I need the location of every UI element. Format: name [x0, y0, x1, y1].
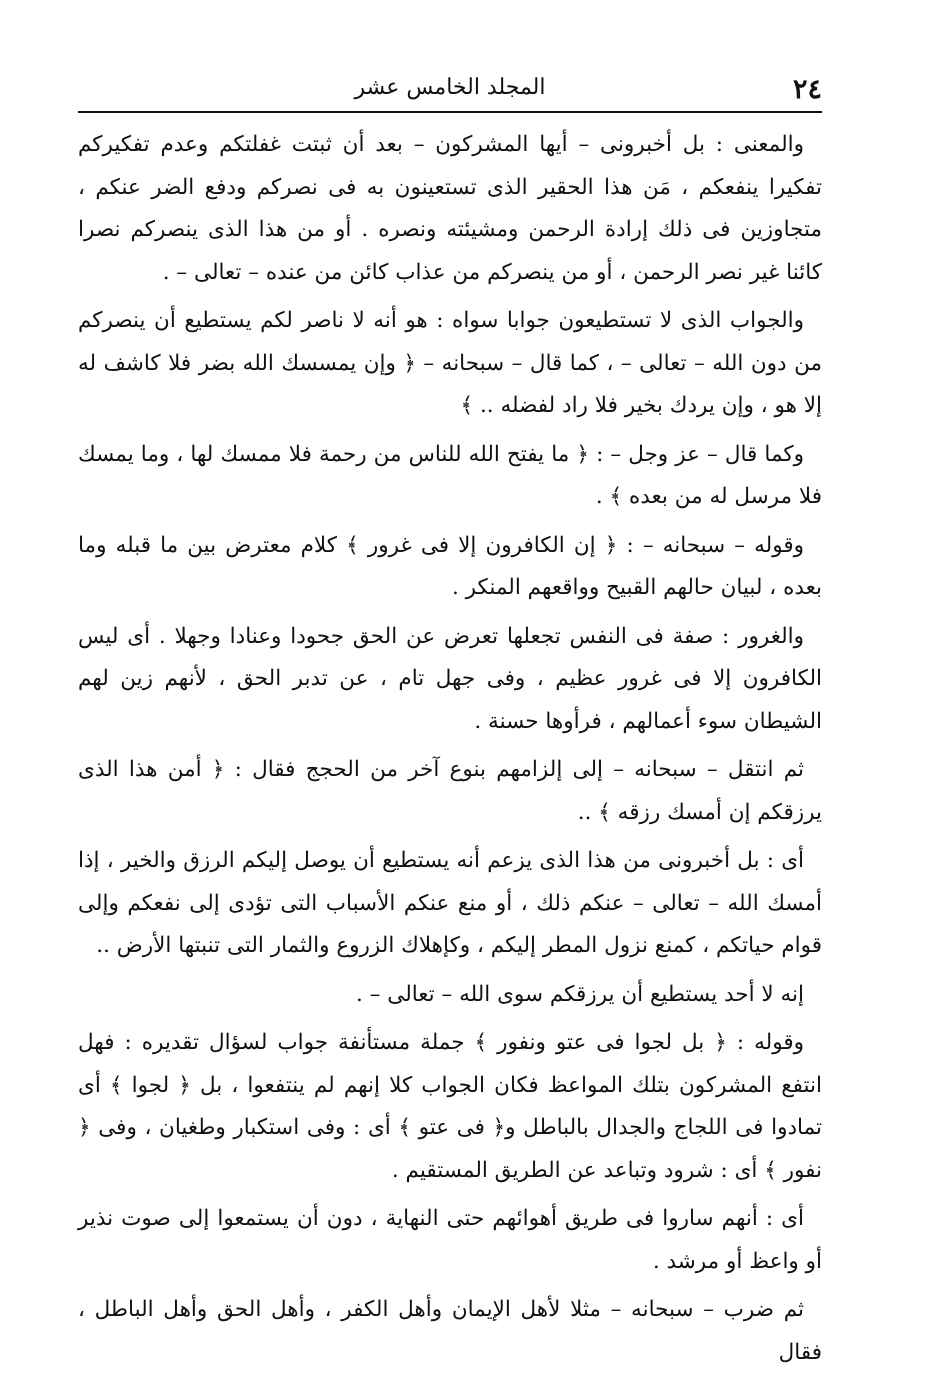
paragraph: ثم انتقل – سبحانه – إلى إلزامهم بنوع آخر من الحجج فقال : ﴿ أمن هذا الذى يرزقكم إن أمسك رزقه ﴾ ..	[78, 757, 822, 825]
running-title: المجلد الخامس عشر	[354, 75, 546, 100]
paragraph: أى : أنهم ساروا فى طريق أهوائهم حتى النهاية ، دون أن يستمعوا إلى صوت نذير أو واعظ أو مرشد .	[78, 1206, 822, 1274]
body-text	[78, 124, 822, 1380]
paragraph: وقوله – سبحانه – : ﴿ إن الكافرون إلا فى غرور ﴾ كلام معترض بين ما قبله وما بعده ، لبيان حالهم القبيح وواقعهم المنكر .	[78, 532, 822, 600]
paragraph: وقوله : ﴿ بل لجوا فى عتو ونفور ﴾ جملة مستأنفة جواب لسؤال تقديره : فهل انتفع المشركون بتلك المواعظ فكان الجواب كلا إنهم لم ينتفعوا ، بل ﴿ لجوا ﴾ أى تمادوا فى اللجاج والجدال بالباطل و﴿ فى عتو ﴾ أى : وفى استكبار وطغيان ، وفى ﴿ نفور ﴾ أى : شرود وتباعد عن الطريق المستقيم .	[78, 1030, 822, 1183]
paragraph: والغرور : صفة فى النفس تجعلها تعرض عن الحق جحودا وعنادا وجهلا . أى ليس الكافرون إلا فى غرور عظيم ، وفى جهل تام ، عن تدبر الحق ، لأنهم زين لهم الشيطان سوء أعمالهم ، فرأوها حسنة .	[78, 623, 822, 734]
paragraph: والمعنى : بل أخبرونى – أيها المشركون – بعد أن ثبتت غفلتكم وعدم تفكيركم تفكيرا ينفعكم ، مَن هذا الحقير الذى تستعينون به فى نصركم ودفع الضر عنكم ، متجاوزين فى ذلك إرادة الرحمن ومشيئته ونصره . أو من هذا الذى ينصركم نصرا كائنا غير نصر الرحمن ، أو من ينصركم من عذاب كائن من عنده – تعالى – .	[78, 132, 822, 285]
page-number: ٢٤	[792, 74, 822, 105]
paragraph: والجواب الذى لا تستطيعون جوابا سواه : هو أنه لا ناصر لكم يستطيع أن ينصركم من دون الله – تعالى – ، كما قال – سبحانه – ﴿ وإن يمسسك الله بضر فلا كاشف له إلا هو ، وإن يردك بخير فلا راد لفضله .. ﴾	[78, 308, 822, 418]
paragraph: وكما قال – عز وجل – : ﴿ ما يفتح الله للناس من رحمة فلا ممسك لها ، وما يمسك فلا مرسل له من بعده ﴾ .	[78, 441, 822, 509]
page-header	[78, 70, 822, 110]
header-divider	[78, 111, 822, 113]
paragraph: إنه لا أحد يستطيع أن يرزقكم سوى الله – تعالى – .	[356, 981, 804, 1007]
paragraph: ثم ضرب – سبحانه – مثلا لأهل الإيمان وأهل الكفر ، وأهل الحق وأهل الباطل ، فقال	[78, 1297, 822, 1365]
paragraph: أى : بل أخبرونى من هذا الذى يزعم أنه يستطيع أن يوصل إليكم الرزق والخير ، إذا أمسك الله – تعالى – عنكم ذلك ، أو منع عنكم الأسباب التى تؤدى إلى نفعكم وإلى قوام حياتكم ، كمنع نزول المطر إليكم ، وكإهلاك الزروع والثمار التى تنبتها الأرض ..	[78, 848, 822, 958]
